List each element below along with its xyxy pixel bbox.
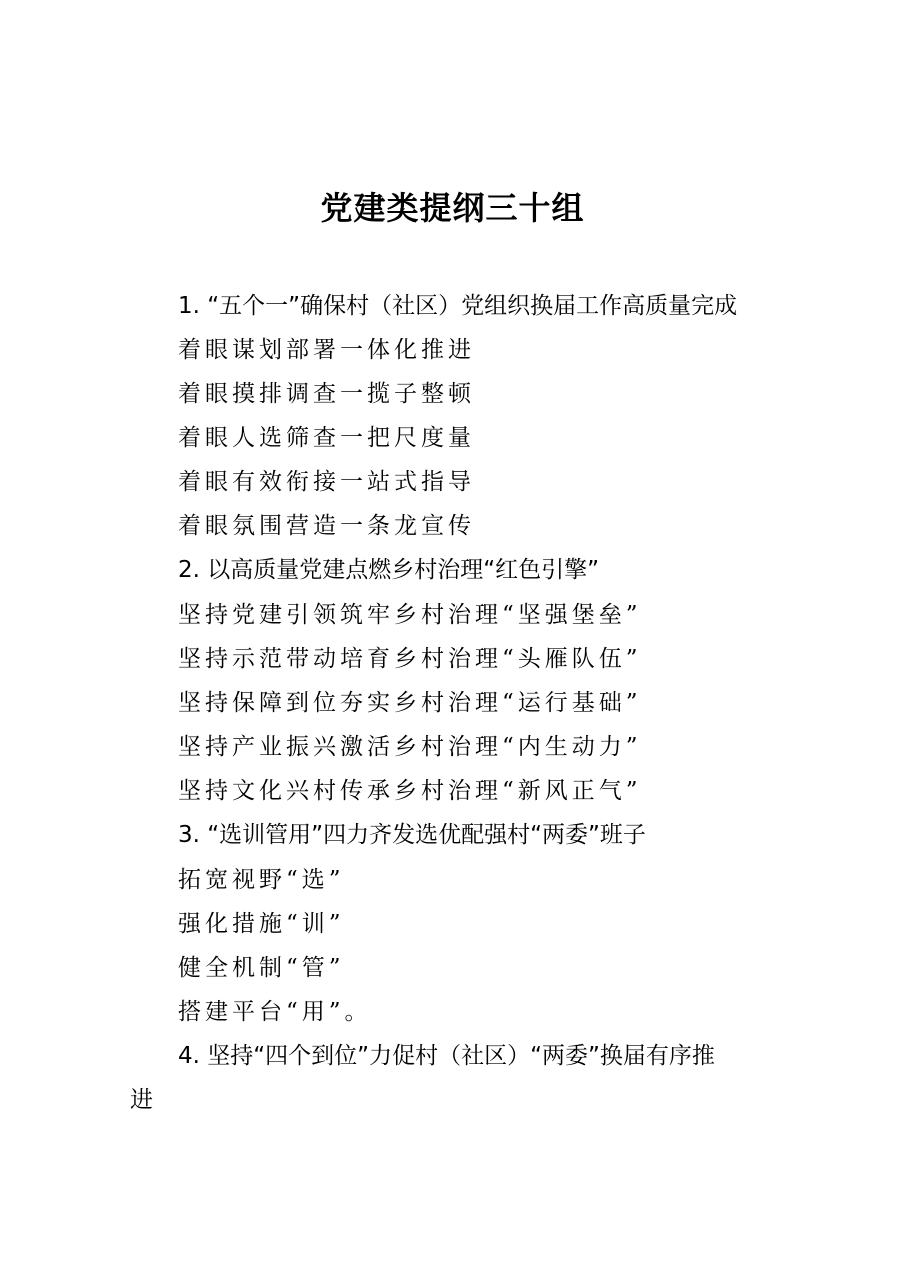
page-title: 党建类提纲三十组 <box>320 189 585 227</box>
section-2-heading: 2. 以高质量党建点燃乡村治理“红色引擎” <box>178 557 600 583</box>
section-1-item: 着眼谋划部署一体化推进 <box>178 337 475 363</box>
section-2-item: 坚持产业振兴激活乡村治理“内生动力” <box>178 734 642 760</box>
section-2-item: 坚持党建引领筑牢乡村治理“坚强堡垒” <box>178 602 642 628</box>
section-3-item: 拓宽视野“选” <box>178 867 345 893</box>
section-4-heading-continuation: 进 <box>130 1087 153 1113</box>
section-2-item: 坚持文化兴村传承乡村治理“新风正气” <box>178 778 642 804</box>
section-3-item: 搭建平台“用”。 <box>178 999 372 1025</box>
section-3-heading: 3. “选训管用”四力齐发选优配强村“两委”班子 <box>178 822 646 848</box>
section-1-item: 着眼人选筛查一把尺度量 <box>178 425 475 451</box>
section-2-item: 坚持示范带动培育乡村治理“头雁队伍” <box>178 646 642 672</box>
section-1-item: 着眼有效衔接一站式指导 <box>178 469 475 495</box>
section-1-item: 着眼氛围营造一条龙宣传 <box>178 513 475 539</box>
section-3-item: 强化措施“训” <box>178 911 345 937</box>
section-4-heading: 4. 坚持“四个到位”力促村（社区）“两委”换届有序推 <box>178 1043 715 1069</box>
section-1-item: 着眼摸排调查一揽子整顿 <box>178 381 475 407</box>
section-3-item: 健全机制“管” <box>178 955 345 981</box>
section-1-heading: 1. “五个一”确保村（社区）党组织换届工作高质量完成 <box>178 293 738 319</box>
section-2-item: 坚持保障到位夯实乡村治理“运行基础” <box>178 690 642 716</box>
